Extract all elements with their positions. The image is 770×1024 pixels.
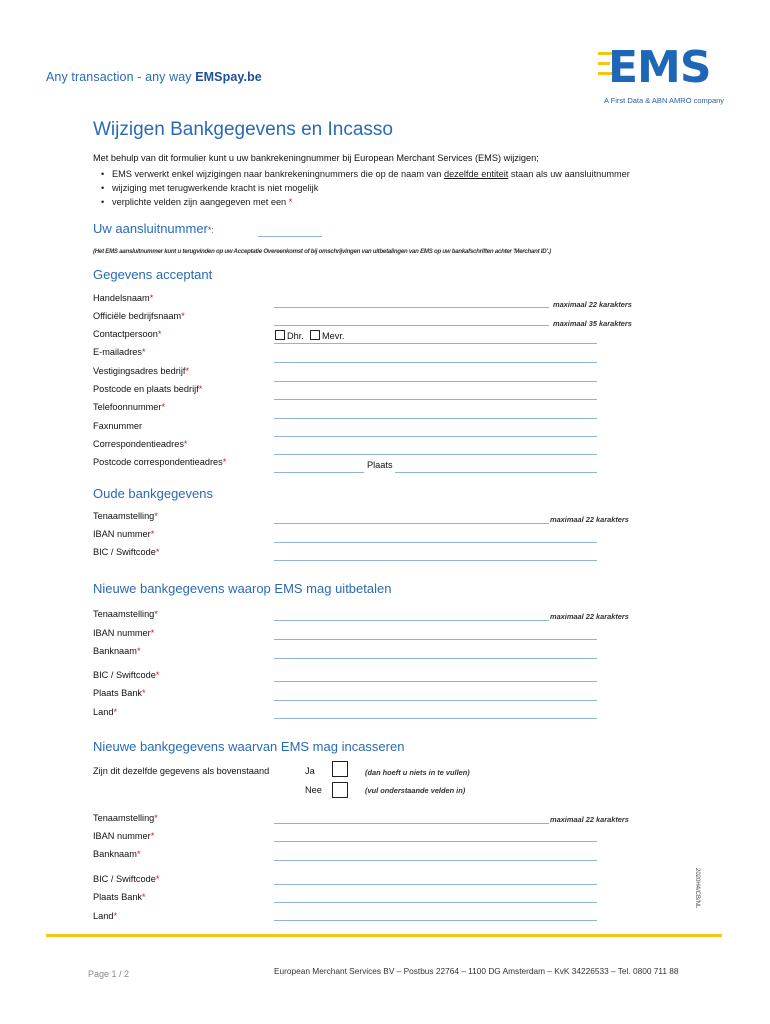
field-email[interactable] [274, 362, 597, 363]
label-inc-plaats-bank: Plaats Bank* [93, 892, 146, 902]
hint-nee: (vul onderstaande velden in) [365, 786, 466, 795]
field-postcode-bedrijf[interactable] [274, 399, 597, 400]
label-fax: Faxnummer [93, 421, 143, 431]
field-postcode-correspondentie[interactable] [274, 472, 364, 473]
logo-subtitle: A First Data & ABN AMRO company [604, 96, 725, 105]
label-oud-tenaamstelling: Tenaamstelling* [93, 511, 158, 521]
label-postcode-bedrijf: Postcode en plaats bedrijf* [93, 384, 203, 394]
field-inc-banknaam[interactable] [274, 860, 597, 861]
form-code: 2020H4/CB/NL [694, 868, 700, 909]
label-nee: Nee [305, 785, 322, 795]
page-number: Page 1 / 2 [88, 969, 130, 979]
tagline: Any transaction - any way EMSpay.be [46, 70, 262, 84]
field-fax[interactable] [274, 436, 597, 437]
checkbox-nee[interactable] [332, 782, 348, 798]
label-oud-bic: BIC / Swiftcode* [93, 547, 160, 557]
footer-divider [46, 934, 722, 937]
label-zelfde-gegevens: Zijn dit dezelfde gegevens als bovenstaand [93, 766, 270, 776]
label-postcode-correspondentie: Postcode correspondentieadres* [93, 457, 227, 467]
hint-handelsnaam: maximaal 22 karakters [553, 300, 632, 309]
bullet-required: • verplichte velden zijn aangegeven met een * [101, 195, 630, 209]
field-inc-land[interactable] [274, 920, 597, 921]
section-acceptant-title: Gegevens acceptant [93, 267, 213, 282]
field-uit-iban[interactable] [274, 639, 597, 640]
field-inc-plaats-bank[interactable] [274, 902, 597, 903]
aansluitnummer-label: Uw aansluitnummer*: [93, 221, 214, 236]
hint-ja: (dan hoeft u niets in te vullen) [365, 768, 470, 777]
field-plaats[interactable] [395, 472, 597, 473]
hint-inc-tenaamstelling: maximaal 22 karakters [550, 815, 629, 824]
field-handelsnaam[interactable] [274, 307, 549, 308]
field-contactpersoon[interactable] [274, 343, 597, 344]
label-uit-land: Land* [93, 707, 118, 717]
section-nieuw-uitbetalen-title: Nieuwe bankgegevens waarop EMS mag uitbetalen [93, 581, 392, 596]
label-inc-bic: BIC / Swiftcode* [93, 874, 160, 884]
label-uit-tenaamstelling: Tenaamstelling* [93, 609, 158, 619]
label-vestigingsadres: Vestigingsadres bedrijf* [93, 366, 190, 376]
label-uit-iban: IBAN nummer* [93, 628, 155, 638]
field-telefoon[interactable] [274, 418, 597, 419]
label-inc-iban: IBAN nummer* [93, 831, 155, 841]
label-telefoon: Telefoonnummer* [93, 402, 166, 412]
label-uit-plaats-bank: Plaats Bank* [93, 688, 146, 698]
field-uit-tenaamstelling[interactable] [274, 620, 549, 621]
page-title: Wijzigen Bankgegevens en Incasso [93, 119, 393, 140]
field-oud-tenaamstelling[interactable] [274, 523, 549, 524]
bullet-retroactive: • wijziging met terugwerkende kracht is niet mogelijk [101, 181, 630, 195]
tagline-brand: EMSpay.be [195, 70, 262, 84]
field-vestigingsadres[interactable] [274, 381, 597, 382]
label-uit-banknaam: Banknaam* [93, 646, 141, 656]
label-ja: Ja [305, 766, 315, 776]
field-officiele-bedrijfsnaam[interactable] [274, 325, 549, 326]
field-uit-plaats-bank[interactable] [274, 700, 597, 701]
footer-address: European Merchant Services BV – Postbus 22764 – 1100 DG Amsterdam – KvK 34226533 – Tel. 0800 711 88 [274, 966, 679, 976]
aansluitnummer-field[interactable] [258, 236, 322, 237]
label-dhr: Dhr. [287, 331, 304, 341]
field-inc-iban[interactable] [274, 841, 597, 842]
checkbox-ja[interactable] [332, 761, 348, 777]
intro-bullets [101, 167, 630, 209]
label-inc-banknaam: Banknaam* [93, 849, 141, 859]
hint-uit-tenaamstelling: maximaal 22 karakters [550, 612, 629, 621]
hint-officiele-bedrijfsnaam: maximaal 35 karakters [553, 319, 632, 328]
label-contactpersoon: Contactpersoon* [93, 329, 162, 339]
ems-logo [598, 40, 728, 88]
label-mevr: Mevr. [322, 331, 345, 341]
field-oud-bic[interactable] [274, 560, 597, 561]
bullet-entity: • EMS verwerkt enkel wijzigingen naar bankrekeningnummers die op de naam van dezelfde entiteit staan als uw aansluitnummer [101, 167, 630, 181]
label-inc-land: Land* [93, 911, 118, 921]
label-correspondentieadres: Correspondentieadres* [93, 439, 188, 449]
intro-text: Met behulp van dit formulier kunt u uw bankrekeningnummer bij European Merchant Services (EMS) wijzigen; [93, 153, 539, 163]
field-correspondentieadres[interactable] [274, 454, 597, 455]
checkbox-dhr[interactable] [275, 330, 285, 340]
field-uit-bic[interactable] [274, 681, 597, 682]
label-plaats: Plaats [367, 460, 393, 470]
label-oud-iban: IBAN nummer* [93, 529, 155, 539]
label-officiele-bedrijfsnaam: Officiële bedrijfsnaam* [93, 311, 185, 321]
aansluitnummer-note: (Het EMS aansluitnummer kunt u terugvinden op uw Acceptatie Overeenkomst of bij omschrijvingen van uitbetalingen van EMS op uw bankafschriften achter 'Merchant ID'.) [93, 248, 551, 255]
hint-oud-tenaamstelling: maximaal 22 karakters [550, 515, 629, 524]
label-handelsnaam: Handelsnaam* [93, 293, 154, 303]
label-inc-tenaamstelling: Tenaamstelling* [93, 813, 158, 823]
label-uit-bic: BIC / Swiftcode* [93, 670, 160, 680]
checkbox-mevr[interactable] [310, 330, 320, 340]
field-uit-land[interactable] [274, 718, 597, 719]
section-nieuw-incasseren-title: Nieuwe bankgegevens waarvan EMS mag incasseren [93, 739, 405, 754]
field-uit-banknaam[interactable] [274, 658, 597, 659]
logo-text: EMS [608, 42, 711, 88]
field-inc-bic[interactable] [274, 884, 597, 885]
field-oud-iban[interactable] [274, 542, 597, 543]
label-email: E-mailadres* [93, 347, 146, 357]
field-inc-tenaamstelling[interactable] [274, 823, 549, 824]
section-oude-bankgegevens-title: Oude bankgegevens [93, 486, 213, 501]
